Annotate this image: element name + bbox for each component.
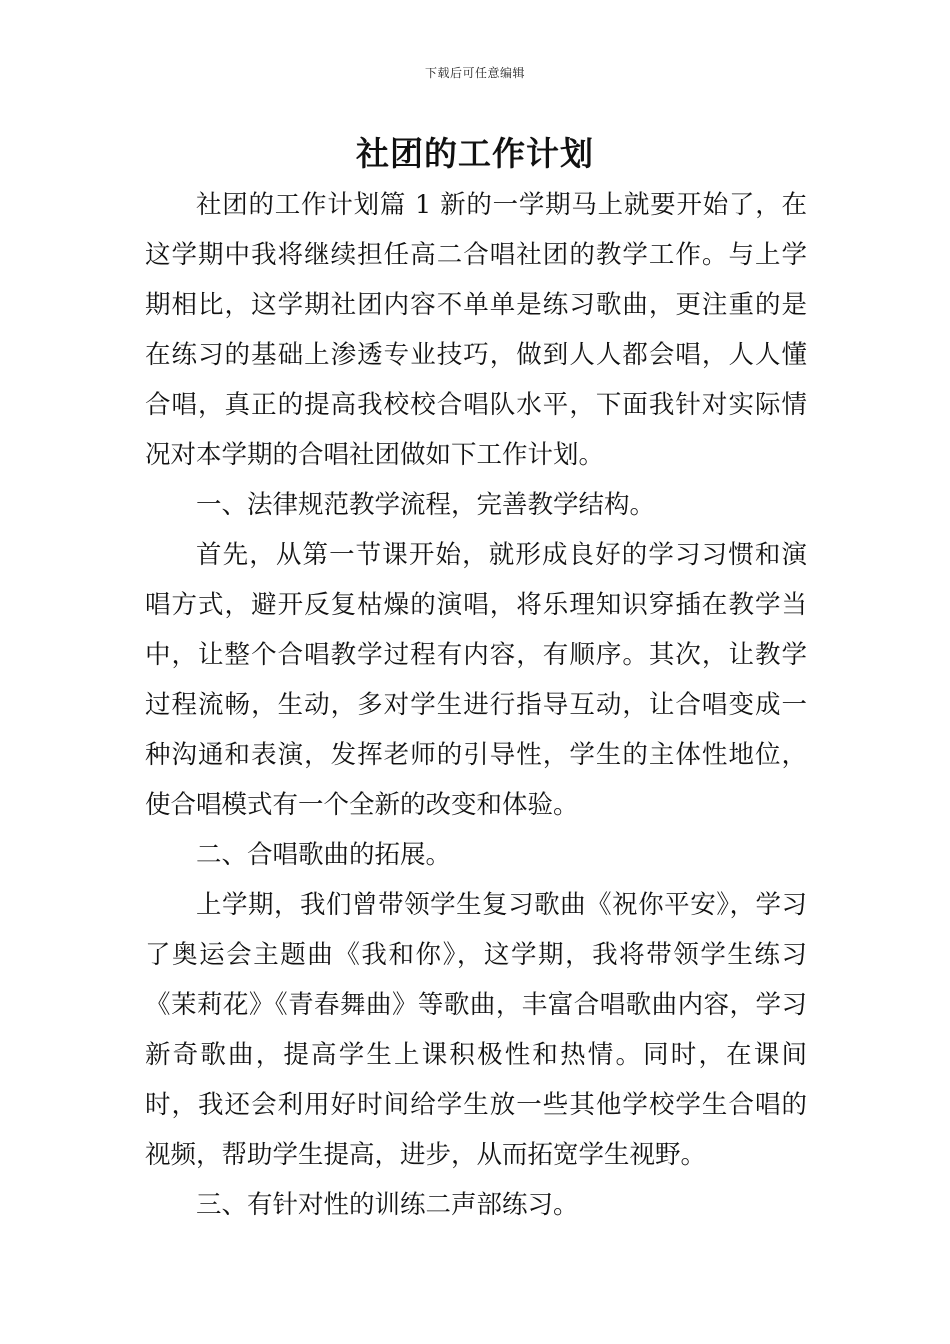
paragraph-intro: 社团的工作计划篇 1 新的一学期马上就要开始了，在这学期中我将继续担任高二合唱社团的教学工作。与上学期相比，这学期社团内容不单单是练习歌曲，更注重的是在练习的基础上渗透专业技巧，做到人人都会唱，人人懂合唱，真正的提高我校校合唱队水平，下面我针对实际情况对本学期的合唱社团做如下工作计划。	[145, 190, 807, 470]
section-heading-1: 一、法律规范教学流程，完善教学结构。	[196, 490, 656, 520]
document-body	[145, 180, 807, 1230]
paragraph-section-2: 上学期，我们曾带领学生复习歌曲《祝你平安》，学习了奥运会主题曲《我和你》，这学期，我将带领学生练习《茉莉花》《青春舞曲》等歌曲，丰富合唱歌曲内容，学习新奇歌曲，提高学生上课积极性和热情。同时，在课间时，我还会利用好时间给学生放一些其他学校学生合唱的视频，帮助学生提高，进步，从而拓宽学生视野。	[145, 890, 807, 1170]
paragraph-section-1: 首先，从第一节课开始，就形成良好的学习习惯和演唱方式，避开反复枯燥的演唱，将乐理知识穿插在教学当中，让整个合唱教学过程有内容，有顺序。其次，让教学过程流畅，生动，多对学生进行指导互动，让合唱变成一种沟通和表演，发挥老师的引导性，学生的主体性地位，使合唱模式有一个全新的改变和体验。	[145, 540, 807, 820]
header-note: 下载后可任意编辑	[424, 66, 525, 80]
section-heading-2: 二、合唱歌曲的拓展。	[196, 840, 452, 870]
section-heading-3: 三、有针对性的训练二声部练习。	[196, 1190, 579, 1220]
document-title: 社团的工作计划	[356, 134, 594, 173]
